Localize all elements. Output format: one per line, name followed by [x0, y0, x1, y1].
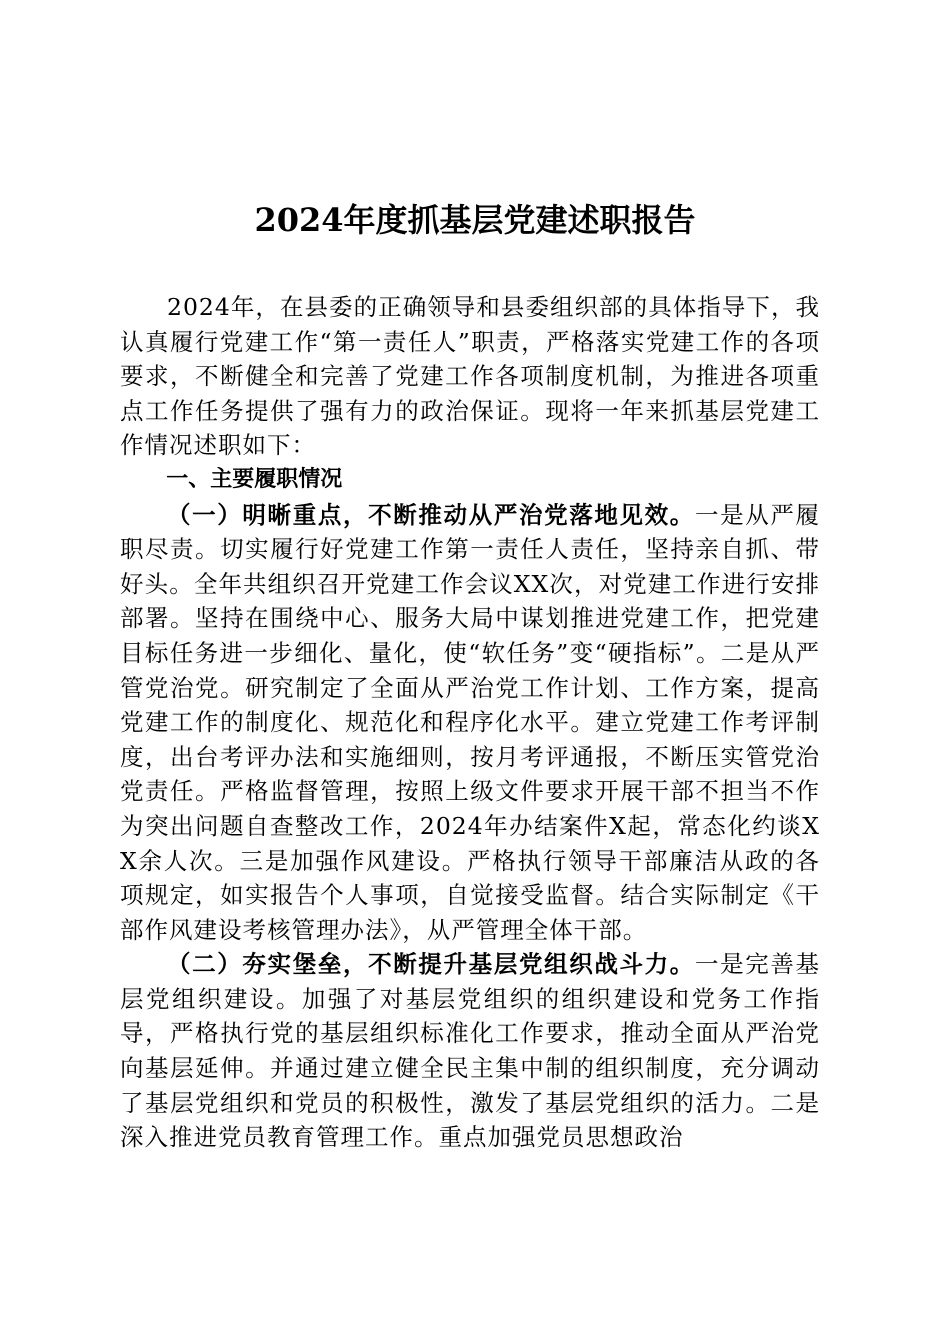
subsection-1-lead: （一）明晰重点，不断推动从严治党落地见效。: [167, 500, 695, 529]
section-heading: 一、主要履职情况: [166, 466, 343, 492]
subsection-2-lead: （二）夯实堡垒，不断提升基层党组织战斗力。: [167, 950, 695, 979]
document-body: [120, 290, 820, 1155]
subsection-1-paragraph: [120, 498, 820, 948]
subsection-2-paragraph: [120, 947, 820, 1155]
intro-paragraph: 2024年，在县委的正确领导和县委组织部的具体指导下，我认真履行党建工作“第一责任人”职责，严格落实党建工作的各项要求，不断健全和完善了党建工作各项制度机制，为推进各项重点工作任务提供了强有力的政治保证。现将一年来抓基层党建工作情况述职如下：: [120, 293, 820, 460]
document-title: 2024年度抓基层党建述职报告: [254, 201, 696, 239]
subsection-1-body: 一是从严履职尽责。切实履行好党建工作第一责任人责任，坚持亲自抓、带好头。全年共组织召开党建工作会议XX次，对党建工作进行安排部署。坚持在围绕中心、服务大局中谋划推进党建工作，把党建目标任务进一步细化、量化，使“软任务”变“硬指标”。二是从严管党治党。研究制定了全面从严治党工作计划、工作方案，提高党建工作的制度化、规范化和程序化水平。建立党建工作考评制度，出台考评办法和实施细则，按月考评通报，不断压实管党治党责任。严格监督管理，按照上级文件要求开展干部不担当不作为突出问题自查整改工作，2024年办结案件X起，常态化约谈XX余人次。三是加强作风建设。严格执行领导干部廉洁从政的各项规定，如实报告个人事项，自觉接受监督。结合实际制定《干部作风建设考核管理办法》，从严管理全体干部。: [120, 500, 821, 944]
subsection-2-body: 一是完善基层党组织建设。加强了对基层党组织的组织建设和党务工作指导，严格执行党的基层组织标准化工作要求，推动全面从严治党向基层延伸。并通过建立健全民主集中制的组织制度，充分调动了基层党组织和党员的积极性，激发了基层党组织的活力。二是深入推进党员教育管理工作。重点加强党员思想政治: [120, 950, 821, 1152]
